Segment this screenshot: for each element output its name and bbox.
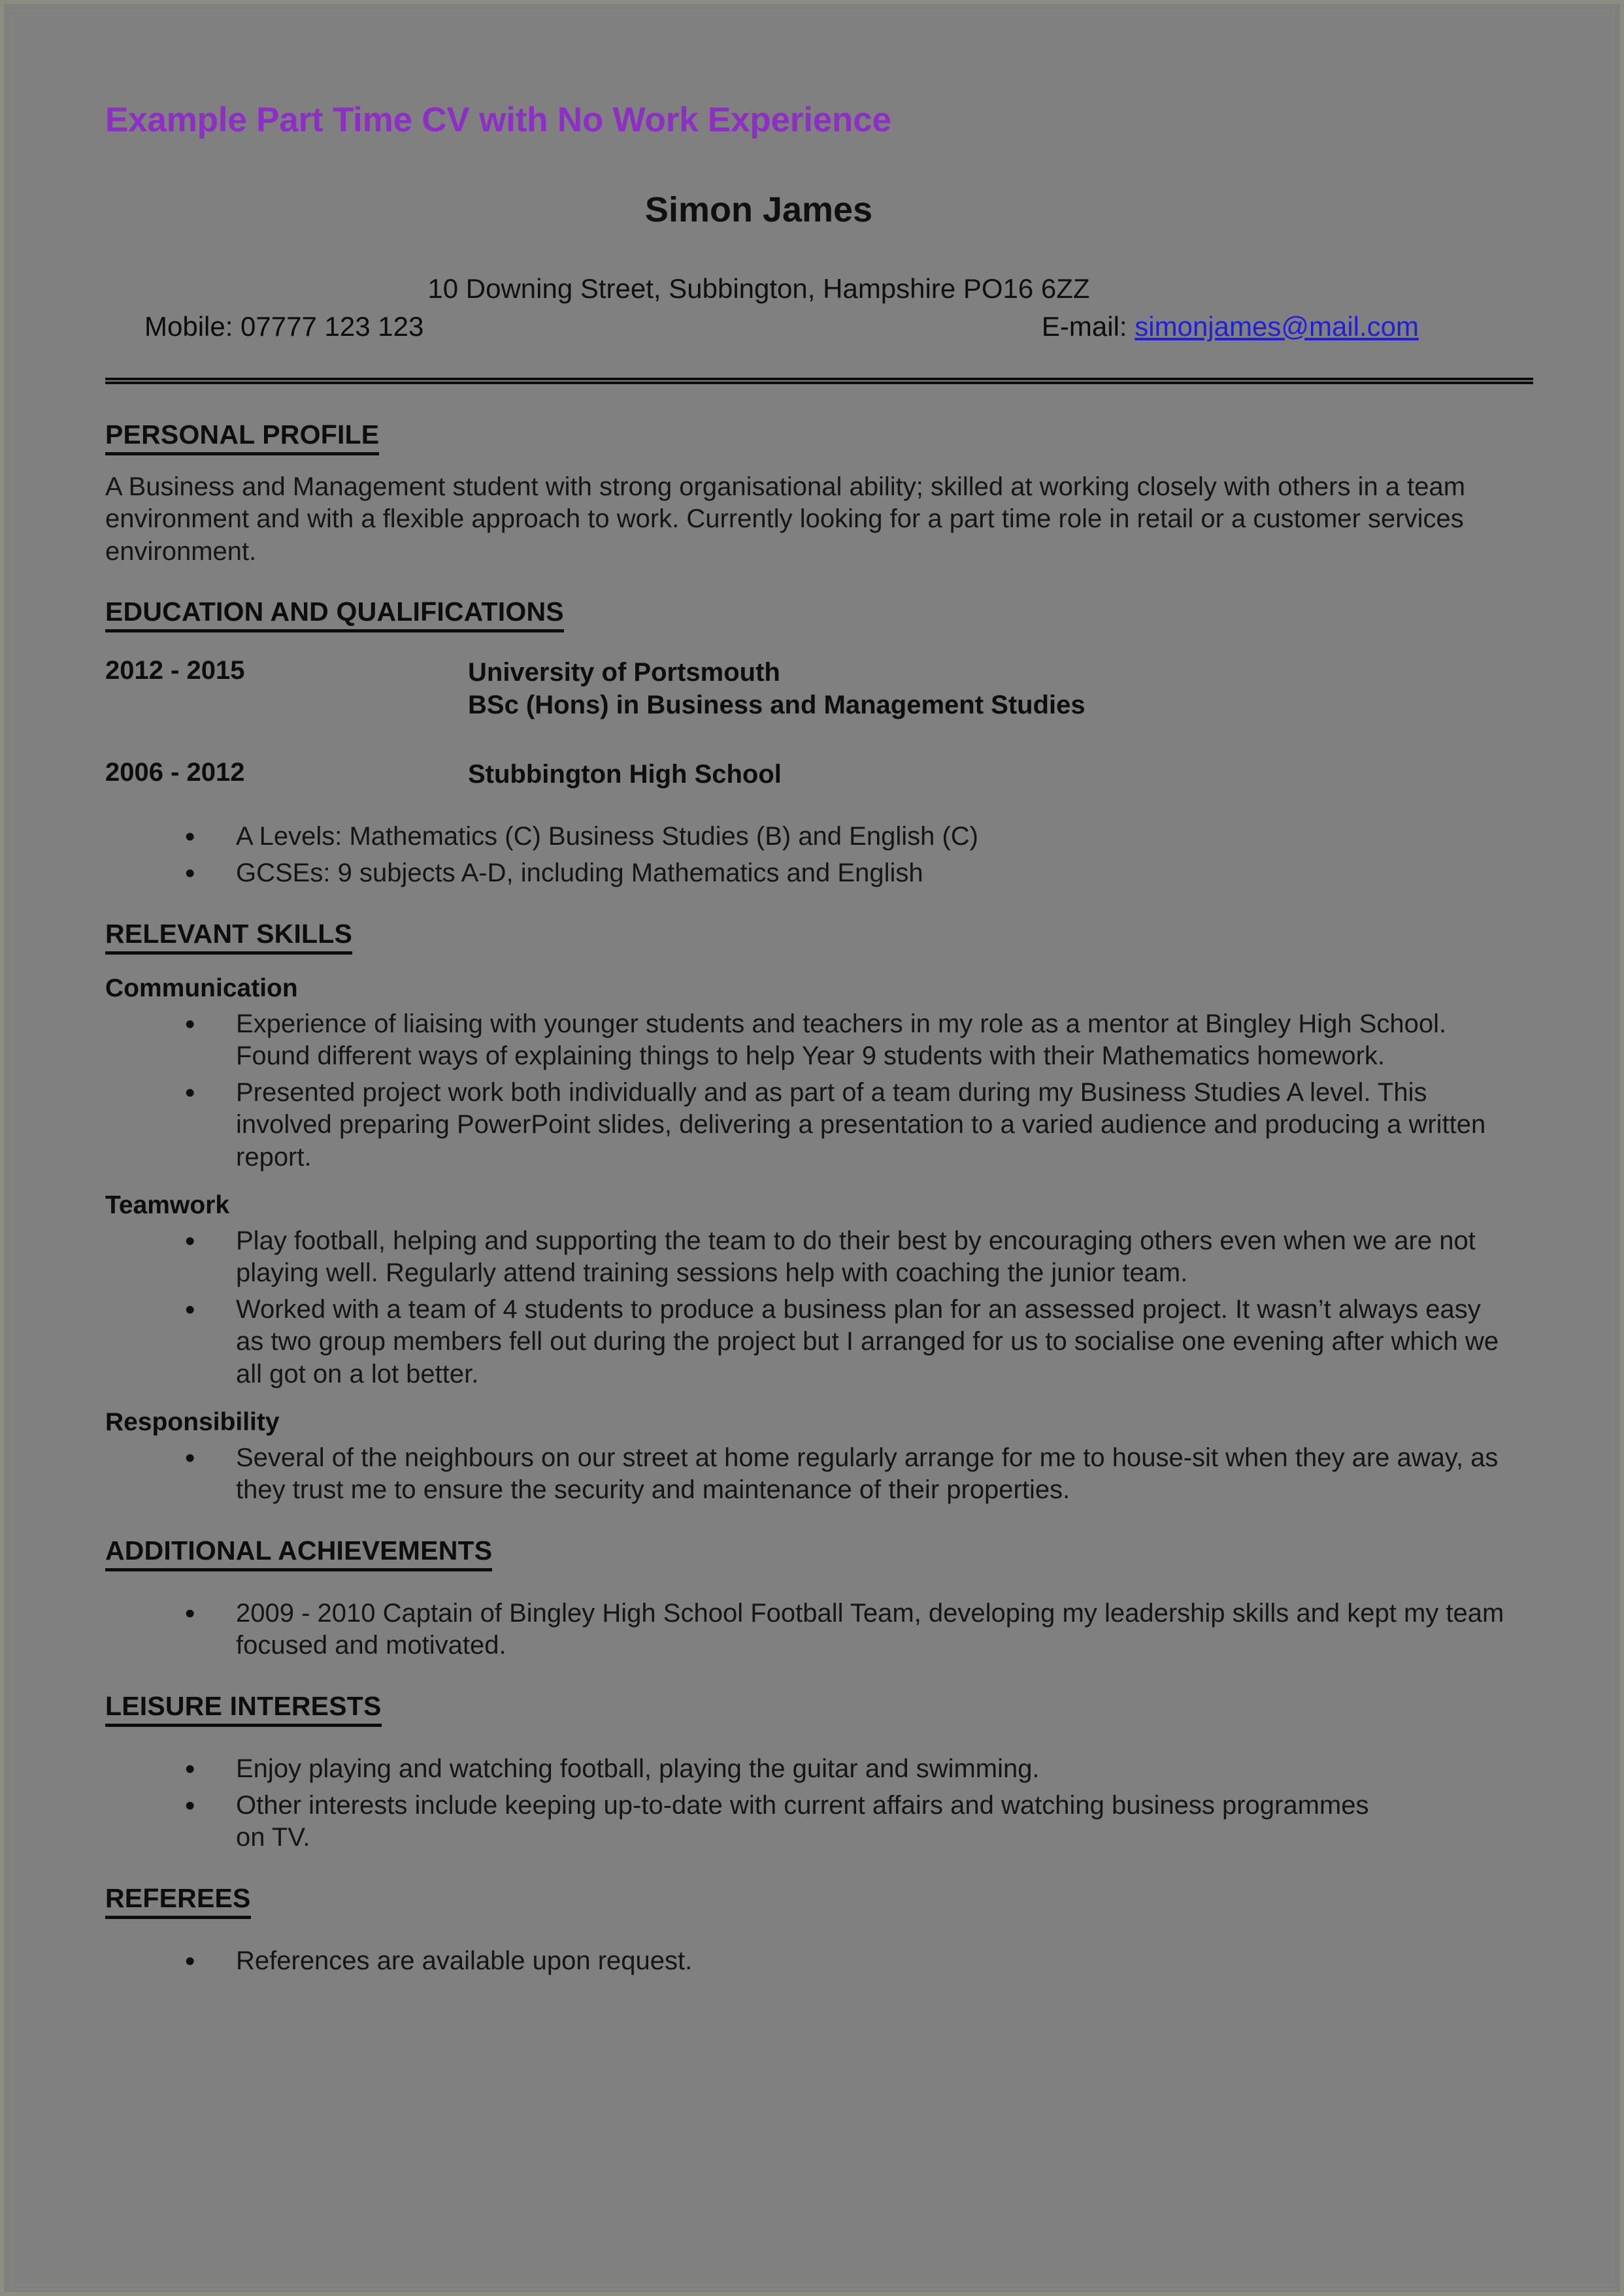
education-entry (105, 656, 1536, 721)
email-link[interactable]: simonjames@mail.com (1135, 310, 1419, 342)
referees-bullet-list (105, 1945, 1536, 1978)
contact-mobile: Mobile: 07777 123 123 (144, 310, 424, 342)
education-detail (468, 656, 1536, 721)
section-heading-education: EDUCATION AND QUALIFICATIONS (105, 597, 564, 632)
section-heading-additional-achievements: ADDITIONAL ACHIEVEMENTS (105, 1535, 492, 1571)
section-additional-achievements (105, 1535, 1536, 1571)
education-entry (105, 758, 1536, 795)
list-item: • Several of the neighbours on our street at home regularly arrange for me to house-sit when they are away, as they trust me to ensure the security and maintenance of their properties. (105, 1442, 1510, 1507)
list-item: • GCSEs: 9 subjects A-D, including Mathematics and English (105, 857, 1510, 890)
education-qualification: BSc (Hons) in Business and Management Studies (468, 691, 1085, 720)
education-institution: Stubbington High School (468, 760, 782, 789)
education-institution: University of Portsmouth (468, 658, 780, 687)
list-item: • Other interests include keeping up-to-date with current affairs and watching business programmes on TV. (105, 1790, 1386, 1854)
section-education (105, 597, 1536, 632)
list-item: • Presented project work both individually and as part of a team during my Business Studies A level. This involved preparing PowerPoint slides, delivering a presentation to a varied audience and producing a written report. (105, 1077, 1510, 1174)
list-item: • Experience of liaising with younger students and teachers in my role as a mentor at Bingley High School. Found different ways of explaining things to help Year 9 students with their Mathematics homework. (105, 1008, 1510, 1073)
section-leisure-interests (105, 1691, 1536, 1727)
section-personal-profile (105, 419, 1536, 455)
additional-achievements-bullet-list (105, 1598, 1536, 1662)
candidate-name: Simon James (644, 189, 873, 229)
section-heading-leisure-interests: LEISURE INTERESTS (105, 1691, 382, 1727)
contact-row (105, 304, 1419, 352)
communication-bullet-list (105, 1008, 1536, 1174)
email-label: E-mail: (1041, 310, 1127, 342)
page-title: Example Part Time CV with No Work Experience (105, 101, 891, 139)
list-item: • References are available upon request. (105, 1945, 1510, 1978)
header-divider-rule (105, 378, 1533, 384)
list-item: • A Levels: Mathematics (C) Business Studies (B) and English (C) (105, 821, 1510, 853)
education-years: 2006 - 2012 (105, 758, 245, 787)
responsibility-bullet-list (105, 1442, 1536, 1507)
teamwork-bullet-list (105, 1225, 1536, 1391)
list-item: • Worked with a team of 4 students to produce a business plan for an assessed project. It wasn’t always easy as two group members fell out during the project but I arranged for us to socialise one evening after which we all got on a lot better. (105, 1294, 1510, 1391)
document-content (105, 4, 1536, 1977)
leisure-interests-bullet-list (105, 1753, 1536, 1854)
list-item: • Play football, helping and supporting the team to do their best by encouraging others even when we are not playing well. Regularly attend training sessions help with coaching the junior team. (105, 1225, 1510, 1290)
list-item: • 2009 - 2010 Captain of Bingley High School Football Team, developing my leadership skills and kept my team focused and motivated. (105, 1598, 1510, 1662)
contact-email (1042, 311, 1419, 342)
section-heading-referees: REFEREES (105, 1883, 251, 1919)
subheading-teamwork: Teamwork (105, 1190, 230, 1219)
education-entries (105, 656, 1536, 795)
education-bullet-list (105, 821, 1536, 889)
candidate-address: 10 Downing Street, Subbington, Hampshire PO16 6ZZ (427, 272, 1090, 304)
section-relevant-skills (105, 919, 1536, 955)
section-heading-relevant-skills: RELEVANT SKILLS (105, 919, 352, 955)
education-detail (468, 758, 1536, 791)
list-item: • Enjoy playing and watching football, playing the guitar and swimming. (105, 1753, 1386, 1786)
personal-profile-paragraph: A Business and Management student with strong organisational ability; skilled at working closely with others in a team environment and with a flexible approach to work. Currently looking for a part time role in retail or a customer services environment. (105, 472, 1466, 566)
education-years: 2012 - 2015 (105, 656, 245, 685)
section-referees (105, 1883, 1536, 1919)
subheading-communication: Communication (105, 974, 298, 1002)
section-heading-personal-profile: PERSONAL PROFILE (105, 419, 379, 455)
subheading-responsibility: Responsibility (105, 1407, 280, 1436)
